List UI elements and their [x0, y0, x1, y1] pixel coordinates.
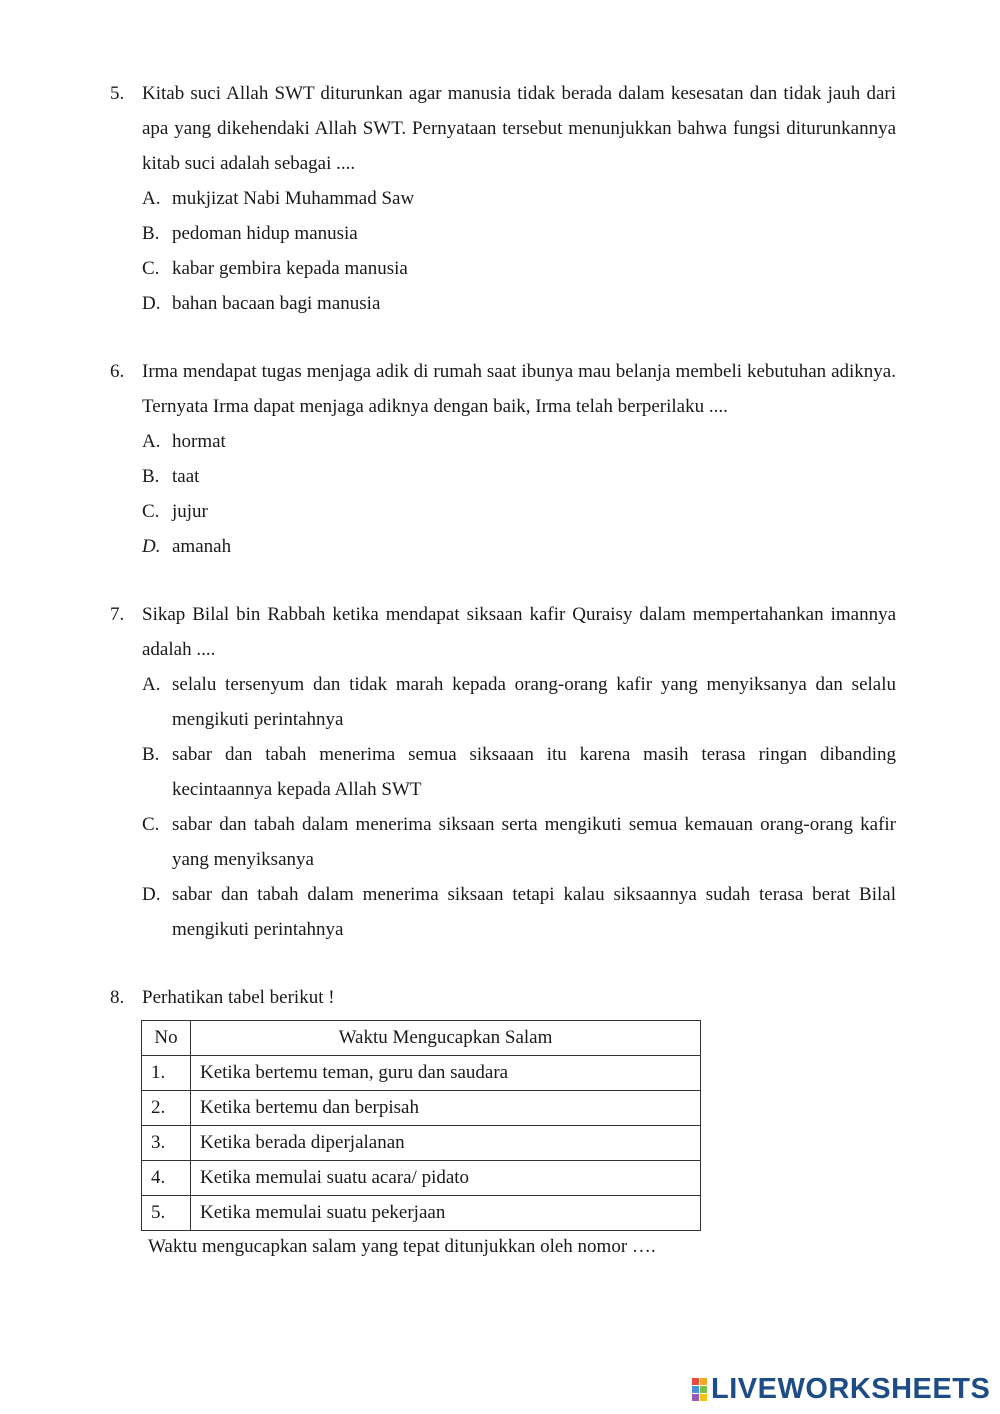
option-text: hormat: [172, 431, 226, 452]
question-text: Perhatikan tabel berikut !: [142, 987, 335, 1008]
table-row: [142, 1091, 701, 1126]
option-letter: B.: [142, 223, 160, 244]
row-text: Ketika memulai suatu acara/ pidato: [191, 1161, 701, 1196]
question-7: [110, 597, 896, 947]
option-d[interactable]: [142, 877, 896, 947]
option-c[interactable]: [142, 251, 896, 286]
row-number: 4.: [142, 1161, 191, 1196]
question-8: [110, 980, 896, 1015]
logo-block: [700, 1394, 707, 1401]
question-5: [110, 76, 896, 321]
logo-block: [692, 1394, 699, 1401]
row-text: Ketika bertemu teman, guru dan saudara: [191, 1056, 701, 1091]
option-a[interactable]: [142, 181, 896, 216]
option-letter: C.: [142, 814, 160, 835]
table-header-row: [142, 1021, 701, 1056]
question-6: [110, 354, 896, 564]
logo-block: [700, 1378, 707, 1385]
option-letter: B.: [142, 466, 160, 487]
option-letter: A.: [142, 674, 161, 695]
logo-block: [700, 1386, 707, 1393]
option-text: sabar dan tabah menerima semua siksaaan itu karena masih terasa ringan dibanding kecintaannya kepada Allah SWT: [172, 744, 896, 800]
option-text: jujur: [172, 501, 208, 522]
question-number: 8.: [110, 987, 125, 1008]
option-letter: D.: [142, 536, 161, 557]
option-letter: C.: [142, 501, 160, 522]
column-header-waktu: Waktu Mengucapkan Salam: [191, 1021, 701, 1056]
option-b[interactable]: [142, 459, 896, 494]
logo-block: [692, 1378, 699, 1385]
logo-text: LIVEWORKSHEETS: [711, 1372, 991, 1405]
option-letter: C.: [142, 258, 160, 279]
logo-blocks-icon: [692, 1378, 707, 1401]
option-d[interactable]: [142, 529, 896, 564]
option-a[interactable]: [142, 667, 896, 737]
question-text: Kitab suci Allah SWT diturunkan agar manusia tidak berada dalam kesesatan dan tidak jauh dari apa yang dikehendaki Allah SWT. Pernyataan tersebut menunjukkan bahwa fungsi diturunkannya kitab suci adalah sebagai ....: [142, 83, 896, 174]
option-c[interactable]: [142, 807, 896, 877]
row-number: 5.: [142, 1196, 191, 1231]
logo-block: [692, 1386, 699, 1393]
option-b[interactable]: [142, 737, 896, 807]
option-text: selalu tersenyum dan tidak marah kepada orang-orang kafir yang menyiksanya dan selalu mengikuti perintahnya: [172, 674, 896, 730]
table-followup-question: Waktu mengucapkan salam yang tepat ditunjukkan oleh nomor ….: [148, 1236, 656, 1257]
option-text: sabar dan tabah dalam menerima siksaan tetapi kalau siksaannya sudah terasa berat Bilal mengikuti perintahnya: [172, 884, 896, 940]
row-text: Ketika bertemu dan berpisah: [191, 1091, 701, 1126]
table-row: [142, 1196, 701, 1231]
liveworksheets-logo: [692, 1372, 990, 1406]
question-number: 7.: [110, 604, 125, 625]
row-number: 3.: [142, 1126, 191, 1161]
question-number: 6.: [110, 361, 125, 382]
question-text: Irma mendapat tugas menjaga adik di rumah saat ibunya mau belanja membeli kebutuhan adiknya. Ternyata Irma dapat menjaga adiknya dengan baik, Irma telah berperilaku ....: [142, 361, 896, 417]
option-c[interactable]: [142, 494, 896, 529]
table-row: [142, 1126, 701, 1161]
question-text: Sikap Bilal bin Rabbah ketika mendapat siksaan kafir Quraisy dalam mempertahankan imannya adalah ....: [142, 604, 896, 660]
row-text: Ketika berada diperjalanan: [191, 1126, 701, 1161]
row-number: 1.: [142, 1056, 191, 1091]
option-text: mukjizat Nabi Muhammad Saw: [172, 188, 415, 209]
row-text: Ketika memulai suatu pekerjaan: [191, 1196, 701, 1231]
option-letter: B.: [142, 744, 160, 765]
table-row: [142, 1161, 701, 1196]
column-header-no: No: [142, 1021, 191, 1056]
table-row: [142, 1056, 701, 1091]
option-a[interactable]: [142, 424, 896, 459]
row-number: 2.: [142, 1091, 191, 1126]
option-letter: A.: [142, 431, 161, 452]
salam-table: [141, 1020, 701, 1231]
option-d[interactable]: [142, 286, 896, 321]
option-text: kabar gembira kepada manusia: [172, 258, 408, 279]
option-text: pedoman hidup manusia: [172, 223, 358, 244]
option-text: amanah: [172, 536, 232, 557]
option-letter: A.: [142, 188, 161, 209]
option-text: bahan bacaan bagi manusia: [172, 293, 381, 314]
option-letter: D.: [142, 293, 161, 314]
option-text: taat: [172, 466, 200, 487]
option-b[interactable]: [142, 216, 896, 251]
option-text: sabar dan tabah dalam menerima siksaan serta mengikuti semua kemauan orang-orang kafir yang menyiksanya: [172, 814, 896, 870]
question-number: 5.: [110, 83, 125, 104]
option-letter: D.: [142, 884, 161, 905]
